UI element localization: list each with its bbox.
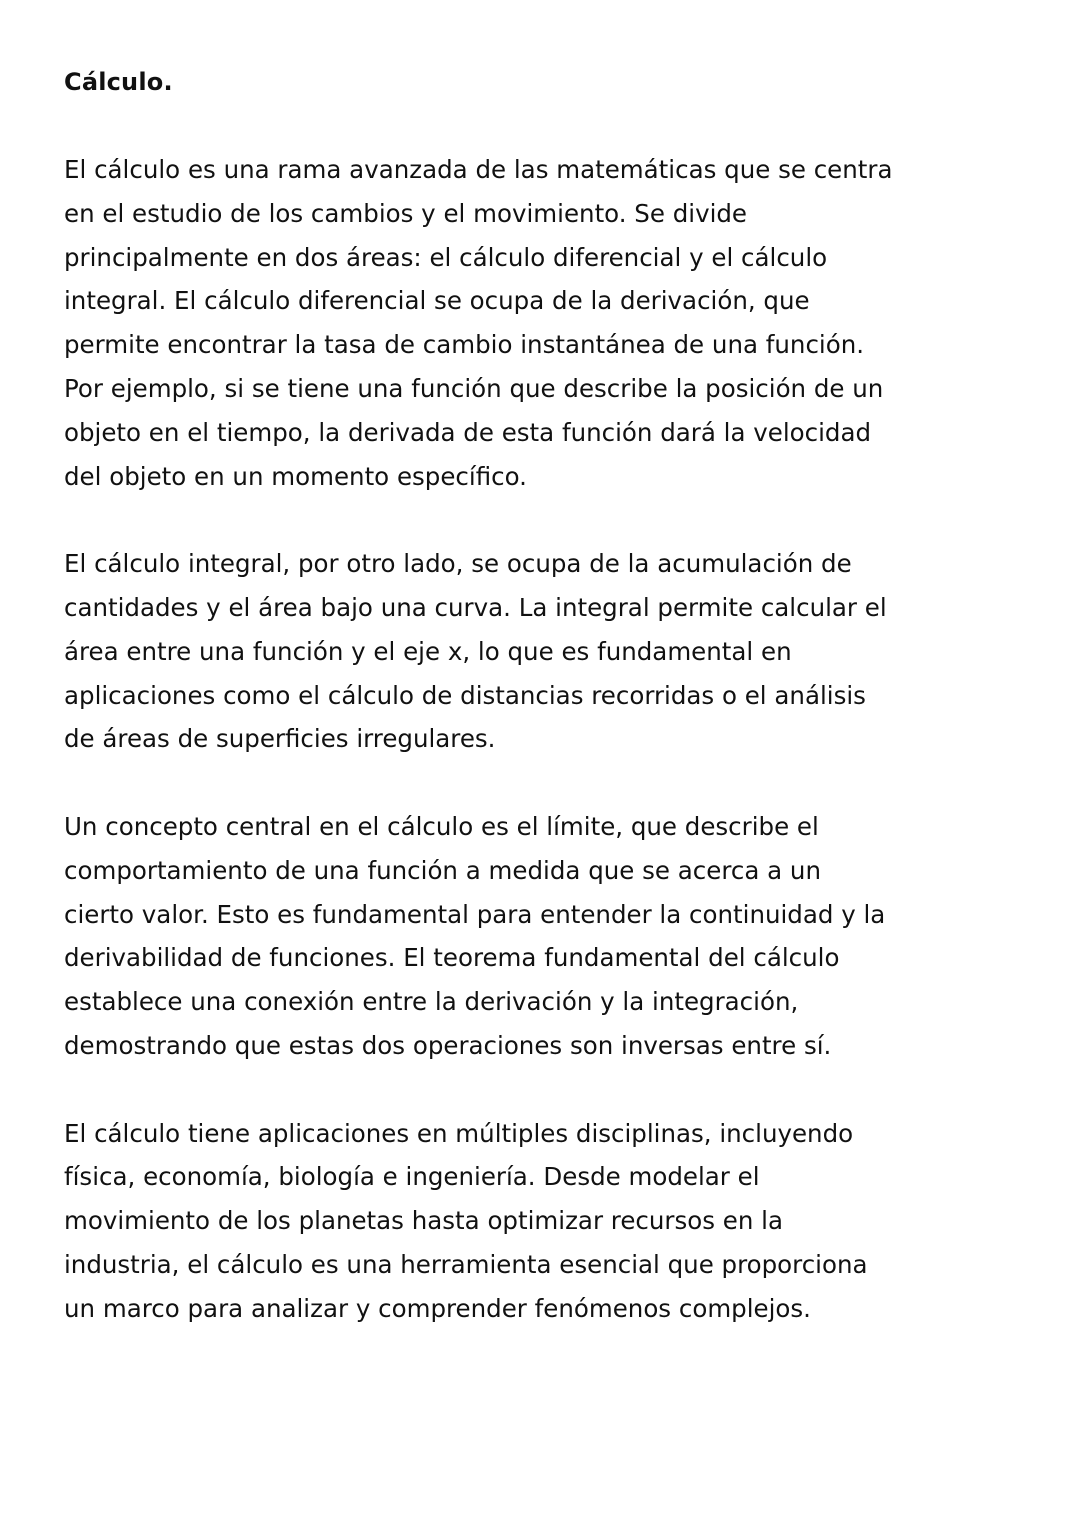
paragraph-line: movimiento de los planetas hasta optimizar recursos en la xyxy=(64,1206,783,1236)
paragraph-line: objeto en el tiempo, la derivada de esta función dará la velocidad xyxy=(64,417,872,447)
paragraph-4 xyxy=(64,1112,964,1331)
paragraph-line: área entre una función y el eje x, lo que es fundamental en xyxy=(64,636,792,666)
paragraph-line: permite encontrar la tasa de cambio instantánea de una función. xyxy=(64,330,865,360)
document-title: Cálculo. xyxy=(64,68,173,96)
paragraph-line: física, economía, biología e ingeniería. Desde modelar el xyxy=(64,1162,760,1192)
paragraph-line: comportamiento de una función a medida que se acerca a un xyxy=(64,855,821,885)
paragraph-line: del objeto en un momento específico. xyxy=(64,461,527,491)
paragraph-line: industria, el cálculo es una herramienta esencial que proporciona xyxy=(64,1249,868,1279)
paragraph-line: cantidades y el área bajo una curva. La integral permite calcular el xyxy=(64,592,887,622)
paragraph-line: principalmente en dos áreas: el cálculo diferencial y el cálculo xyxy=(64,242,828,272)
paragraph-line: de áreas de superficies irregulares. xyxy=(64,724,496,754)
paragraph-2 xyxy=(64,542,964,761)
paragraph-line: Un concepto central en el cálculo es el límite, que describe el xyxy=(64,811,819,841)
paragraph-line: El cálculo integral, por otro lado, se ocupa de la acumulación de xyxy=(64,549,852,579)
paragraph-line: cierto valor. Esto es fundamental para entender la continuidad y la xyxy=(64,899,886,929)
paragraph-line: Por ejemplo, si se tiene una función que describe la posición de un xyxy=(64,373,884,403)
paragraph-1 xyxy=(64,148,964,498)
paragraph-line: derivabilidad de funciones. El teorema fundamental del cálculo xyxy=(64,943,840,973)
paragraph-line: en el estudio de los cambios y el movimiento. Se divide xyxy=(64,198,748,228)
paragraph-line: establece una conexión entre la derivación y la integración, xyxy=(64,987,799,1017)
paragraph-line: El cálculo es una rama avanzada de las matemáticas que se centra xyxy=(64,155,893,184)
paragraph-line: integral. El cálculo diferencial se ocupa de la derivación, que xyxy=(64,286,810,316)
paragraph-line: un marco para analizar y comprender fenómenos complejos. xyxy=(64,1293,811,1323)
paragraph-line: demostrando que estas dos operaciones son inversas entre sí. xyxy=(64,1030,832,1060)
document-body xyxy=(64,60,964,1374)
paragraph-line: aplicaciones como el cálculo de distancias recorridas o el análisis xyxy=(64,680,866,710)
paragraph-line: El cálculo tiene aplicaciones en múltiples disciplinas, incluyendo xyxy=(64,1118,854,1148)
paragraph-3 xyxy=(64,805,964,1068)
